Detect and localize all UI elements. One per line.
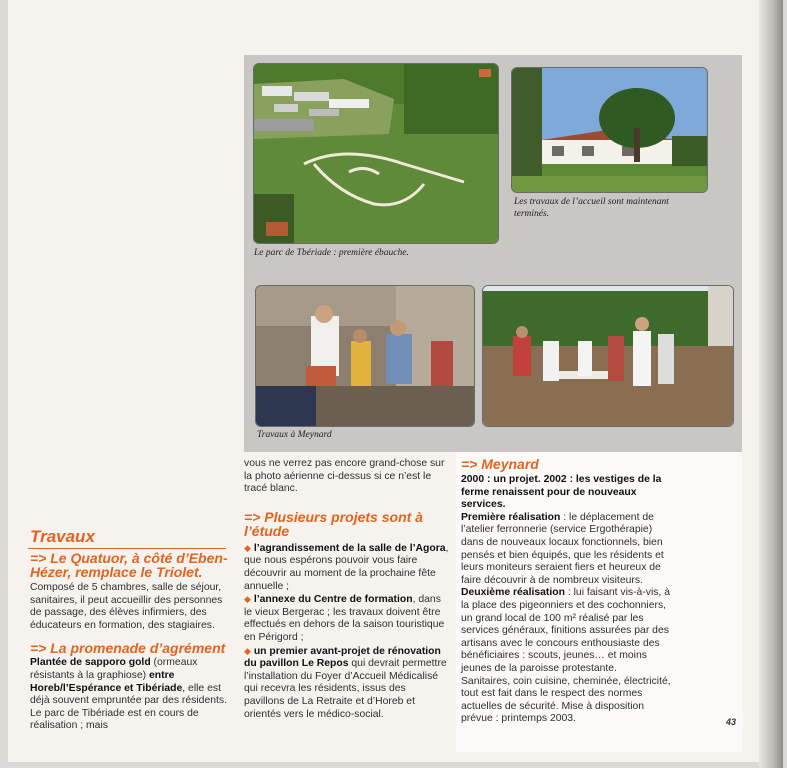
arrow-icon: => [461, 456, 478, 472]
arrow-icon: => [244, 508, 261, 525]
page-curl-shadow [759, 0, 783, 768]
projets-heading: Plusieurs projets sont à l’étude [244, 508, 423, 539]
quatuor-heading: Le Quatuor, à côté d’Eben-Hézer, remplace le Triolet. [30, 550, 228, 580]
meynard-final: Sanitaires, coin cuisine, cheminée, électricité, tout est fait dans le respect des normes actuelles de sécurité. Mise à disposition prévue : printemps 2003. [461, 675, 671, 725]
quatuor-text: Composé de 5 chambres, salle de séjour, sanitaires, il peut accueillir des personnes de passage, des élèves infirmiers, des éducateurs en formation, des stagiaires. [30, 582, 223, 631]
projet-item-2: ◆ l’annexe du Centre de formation, dans le vieux Bergerac ; les travaux doivent être effectués en dehors de la saison touristique en Périgord ; [244, 594, 445, 643]
work-photo-indoor [255, 285, 475, 427]
work-photo-outdoor [482, 285, 734, 427]
page-number: 43 [719, 712, 743, 732]
meynard-intro: 2000 : un projet. 2002 : les vestiges de la ferme renaissent pour de nouveaux services. [461, 474, 662, 511]
travaux-title: Travaux [30, 527, 95, 546]
aerial-photo [253, 63, 499, 244]
meynard-second: Deuxième réalisation : lui faisant vis-à-vis, à la place des pigeonniers et des cochonniers, un grand local de 100 m² réalisé par les services généraux, finitions assurées par des artisans avec le concours enthousiaste des bénéficiaires : scouts, jeunes… et moins jeunes de la paroisse protestante. [461, 587, 671, 674]
meynard-first: Première réalisation : le déplacement de l’atelier ferronnerie (service Ergothérapie) dans de nouveaux locaux fonctionnels, bien pensés et bien équipés, que les résidents et leurs moniteurs seraient fiers et heureux de faire découvrir à de nombreux visiteurs. [461, 511, 664, 586]
arrow-icon: => [30, 640, 47, 657]
right-column [461, 457, 673, 726]
aerial-caption: Le parc de Tbériade : première ébauche. [254, 248, 409, 258]
middle-column [244, 458, 449, 721]
promenade-text: Plantée de sapporo gold (ormeaux résistants à la graphiose) entre Horeb/l’Espérance et Tibériade, elle est déjà souvent empruntée par des résidents. Le parc de Tibériade est en cours de réalisation ; mais [30, 657, 227, 732]
diamond-bullet-icon: ◆ [244, 645, 251, 656]
projet-item-3: ◆ un premier avant-projet de rénovation du pavillon Le Repos qui devrait permettre l’installation du Foyer d’Accueil Médicalisé qui recevra les résidents, issus des pavillons de La Retraite et d’Horeb et orientés vers le médico-social. [244, 645, 447, 720]
diamond-bullet-icon: ◆ [244, 542, 251, 553]
diamond-bullet-icon: ◆ [244, 594, 251, 605]
promenade-heading: La promenade d’agrément [50, 640, 226, 657]
work-caption: Travaux à Meynard [257, 430, 332, 440]
house-photo [511, 67, 708, 193]
continuation-text: vous ne verrez pas encore grand-chose sur la photo aérienne ci-dessus si ce n’est le tracé blanc. [244, 458, 445, 495]
meynard-heading: Meynard [481, 456, 539, 472]
arrow-icon: => [30, 550, 47, 566]
projet-item-1: ◆ l’agrandissement de la salle de l’Agora, que nous espérons pouvoir vous faire découvrir au moment de la prochaine fête annuelle ; [244, 542, 449, 592]
house-caption: Les travaux de l’accueil sont maintenant terminés. [514, 197, 669, 219]
travaux-underline [28, 548, 226, 549]
left-column [30, 551, 228, 733]
